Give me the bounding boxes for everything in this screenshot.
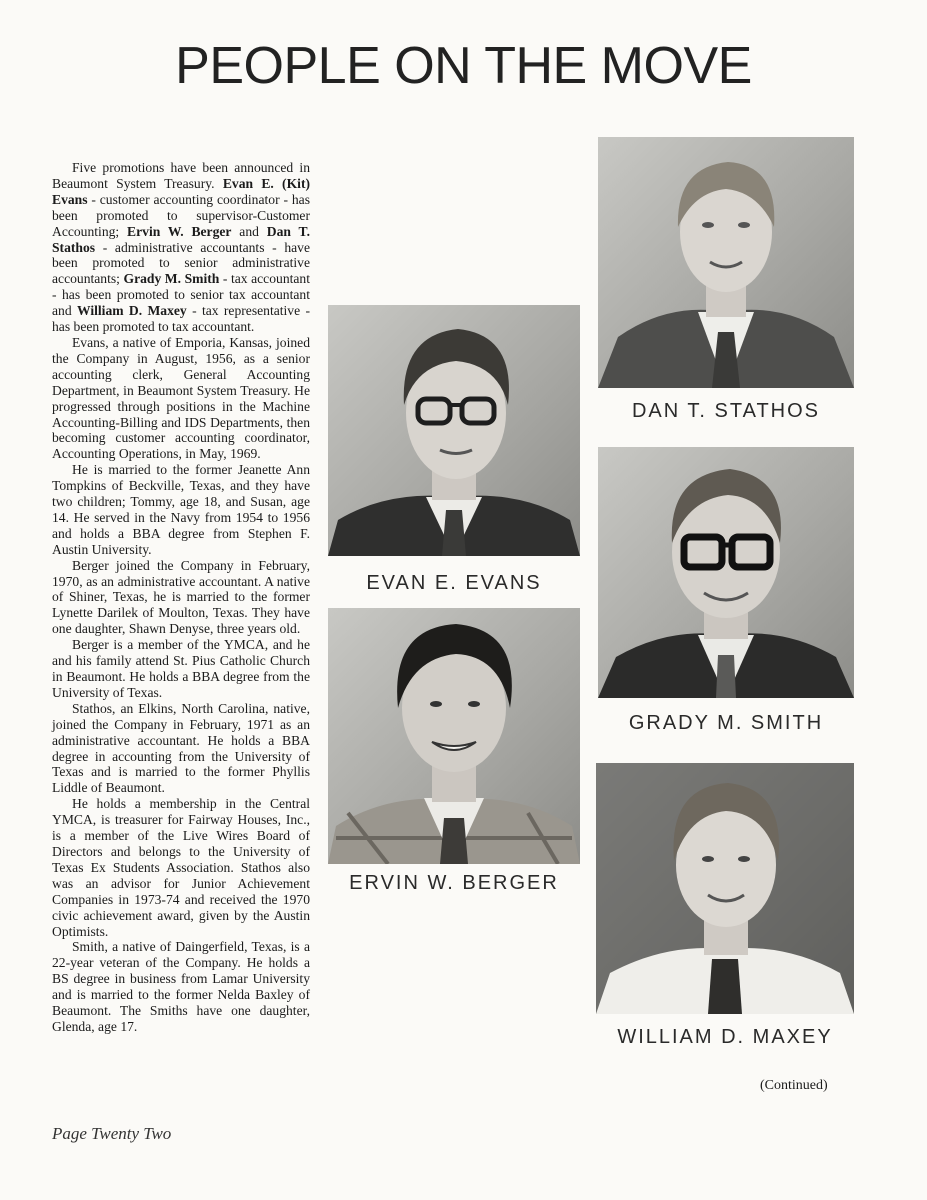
article-paragraph: Five promotions have been announced in Beaumont System Treasury. Evan E. (Kit) Evans - customer accounting coordinator - has been promoted to supervisor-Customer Accounting; Ervin W. Berger and Dan T. Stathos - administrative accountants - have been promoted to senior administrative accountants; Grady M. Smith - tax accountant - has been promoted to senior tax accountant and William D. Maxey - tax representative - has been promoted to tax accountant. bbox=[52, 160, 311, 335]
portrait-image bbox=[328, 608, 580, 864]
person-name: Dan T. Stathos bbox=[52, 223, 310, 255]
portrait-image bbox=[328, 305, 580, 556]
portrait-photo-berger bbox=[328, 608, 580, 864]
caption-evans: EVAN E. EVANS bbox=[366, 572, 542, 594]
page-title: PEOPLE ON THE MOVE bbox=[175, 37, 752, 95]
caption-berger: ERVIN W. BERGER bbox=[349, 872, 559, 894]
portrait-image bbox=[596, 763, 854, 1014]
continued-note: (Continued) bbox=[760, 1078, 828, 1093]
article-body bbox=[52, 160, 310, 1035]
article-paragraph: He holds a membership in the Central YMCA, is treasurer for Fairway Houses, Inc., is a member of the Live Wires Board of Directors and belongs to the University of Texas Ex Students Association. Stathos also was an advisor for Junior Achievement Companies in 1973-74 and received the 1970 civic achievement award, given by the Austin Optimists. bbox=[52, 796, 310, 939]
article-paragraph: Evans, a native of Emporia, Kansas, joined the Company in August, 1956, as a senior accounting clerk, General Accounting Department, in Beaumont System Treasury. He progressed through positions in the Machine Accounting-Billing and IDS Departments, then becoming customer accounting coordinator, Accounting Operations, in May, 1969. bbox=[52, 334, 310, 462]
portrait-image bbox=[598, 447, 854, 698]
person-name: Evan E. (Kit) Evans bbox=[52, 175, 310, 207]
portrait-photo-stathos bbox=[598, 137, 854, 388]
portrait-photo-smith bbox=[598, 447, 854, 698]
person-name: William D. Maxey bbox=[76, 303, 187, 319]
caption-maxey: WILLIAM D. MAXEY bbox=[617, 1026, 833, 1048]
article-paragraph: Berger is a member of the YMCA, and he and his family attend St. Pius Catholic Church in Beaumont. He holds a BBA degree from the University of Texas. bbox=[52, 637, 310, 700]
page-footer: Page Twenty Two bbox=[52, 1124, 172, 1143]
portrait-photo-maxey bbox=[596, 763, 854, 1014]
article-paragraph: Smith, a native of Daingerfield, Texas, is a 22-year veteran of the Company. He holds a BS degree in business from Lamar University and is married to the former Nelda Baxley of Beaumont. The Smiths have one daughter, Glenda, age 17. bbox=[52, 939, 310, 1034]
portrait-image bbox=[598, 137, 854, 388]
person-name: Ervin W. Berger bbox=[127, 223, 232, 239]
person-name: Grady M. Smith bbox=[123, 271, 220, 287]
portrait-photo-evans bbox=[328, 305, 580, 556]
caption-smith: GRADY M. SMITH bbox=[628, 712, 824, 734]
article-paragraph: Stathos, an Elkins, North Carolina, native, joined the Company in February, 1971 as an administrative accountant. He holds a BBA degree in accounting from the University of Texas and is married to the former Phyllis Liddle of Beaumont. bbox=[52, 700, 310, 796]
caption-stathos: DAN T. STATHOS bbox=[631, 400, 821, 422]
article-paragraph: Berger joined the Company in February, 1970, as an administrative accountant. A native of Shiner, Texas, he is married to the former Lynette Darilek of Moulton, Texas. They have one daughter, Shawn Denyse, three years old. bbox=[52, 557, 310, 637]
article-paragraph: He is married to the former Jeanette Ann Tompkins of Beckville, Texas, and they have two children; Tommy, age 18, and Susan, age 14. He served in the Navy from 1954 to 1956 and holds a BBA degree from Stephen F. Austin University. bbox=[52, 462, 310, 557]
